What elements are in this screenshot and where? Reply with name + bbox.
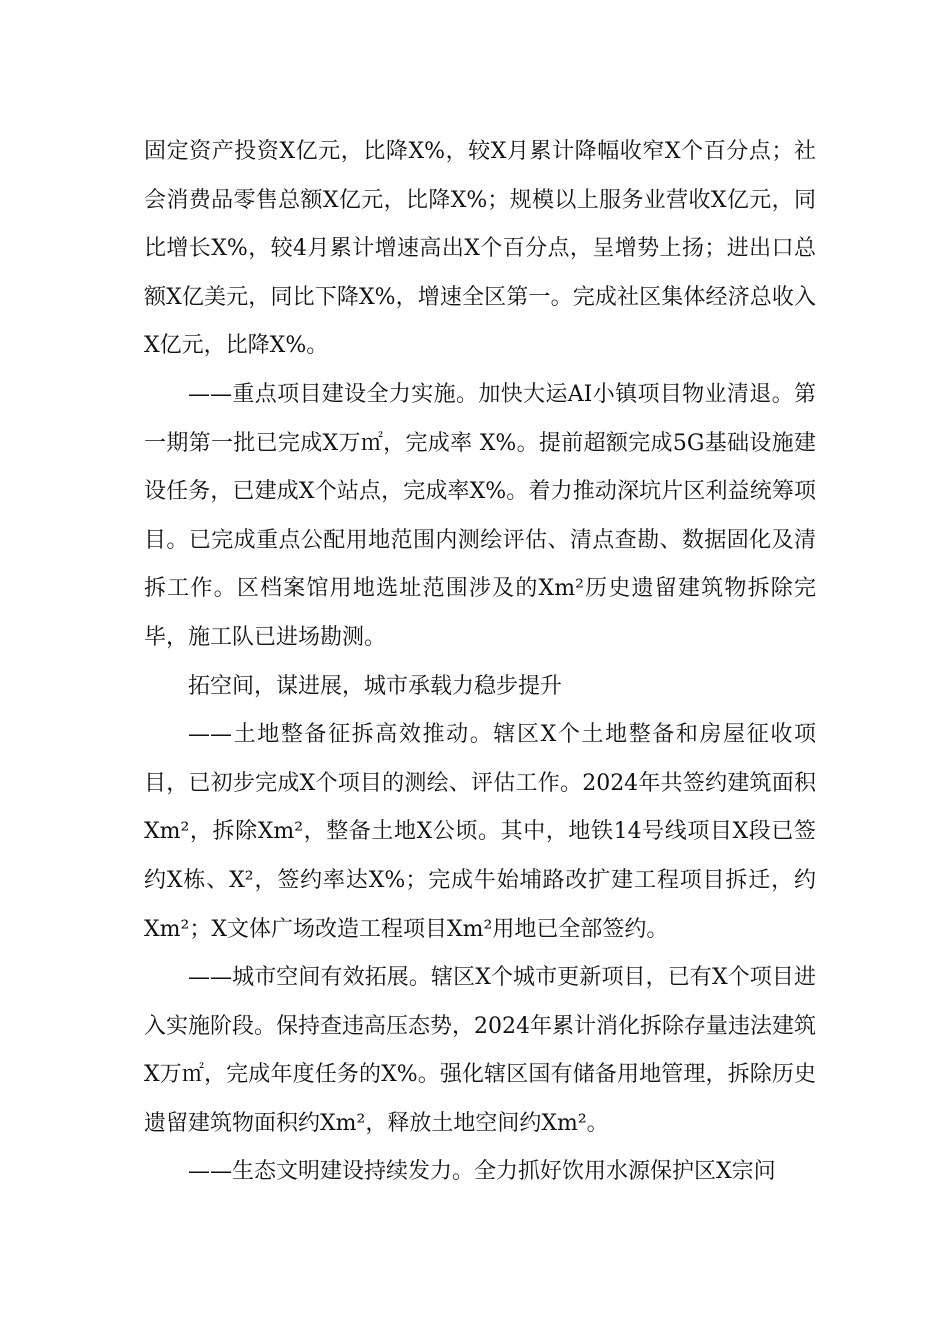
paragraph-land-preparation: ——土地整备征拆高效推动。辖区X个土地整备和房屋征收项目，已初步完成X个项目的测绘、评估工作。2024年共签约建筑面积Xm²，拆除Xm²，整备土地X公顷。其中，地铁14号线项目X段已签约X栋、X²，签约率达X%；完成牛始埔路改扩建工程项目拆迁，约Xm²；X文体广场改造工程项目Xm²用地已全部签约。 (144, 722, 816, 942)
document-body (144, 128, 816, 1197)
paragraph-urban-space: ——城市空间有效拓展。辖区X个城市更新项目，已有X个项目进入实施阶段。保持查违高压态势，2024年累计消化拆除存量违法建筑X万㎡，完成年度任务的X%。强化辖区国有储备用地管理，拆除历史遗留建筑物面积约Xm²，释放土地空间约Xm²。 (144, 965, 816, 1136)
paragraph-ecology: ——生态文明建设持续发力。全力抓好饮用水源保护区X宗问 (188, 1159, 776, 1185)
section-heading: 拓空间，谋进展，城市承载力稳步提升 (188, 673, 563, 699)
paragraph-key-projects: ——重点项目建设全力实施。加快大运AI小镇项目物业清退。第一期第一批已完成X万㎡，完成率 X%。提前超额完成5G基础设施建设任务，已建成X个站点，完成率X%。着力推动深坑片区利益统筹项目。已完成重点公配用地范围内测绘评估、清点查勘、数据固化及清拆工作。区档案馆用地选址范围涉及的Xm²历史遗留建筑物拆除完毕，施工队已进场勘测。 (144, 381, 816, 650)
paragraph-economy-stats: 固定资产投资X亿元，比降X%，较X月累计降幅收窄X个百分点；社会消费品零售总额X亿元，比降X%；规模以上服务业营收X亿元，同比增长X%，较4月累计增速高出X个百分点，呈增势上扬；进出口总额X亿美元，同比下降X%，增速全区第一。完成社区集体经济总收入X亿元，比降X%。 (144, 139, 816, 359)
